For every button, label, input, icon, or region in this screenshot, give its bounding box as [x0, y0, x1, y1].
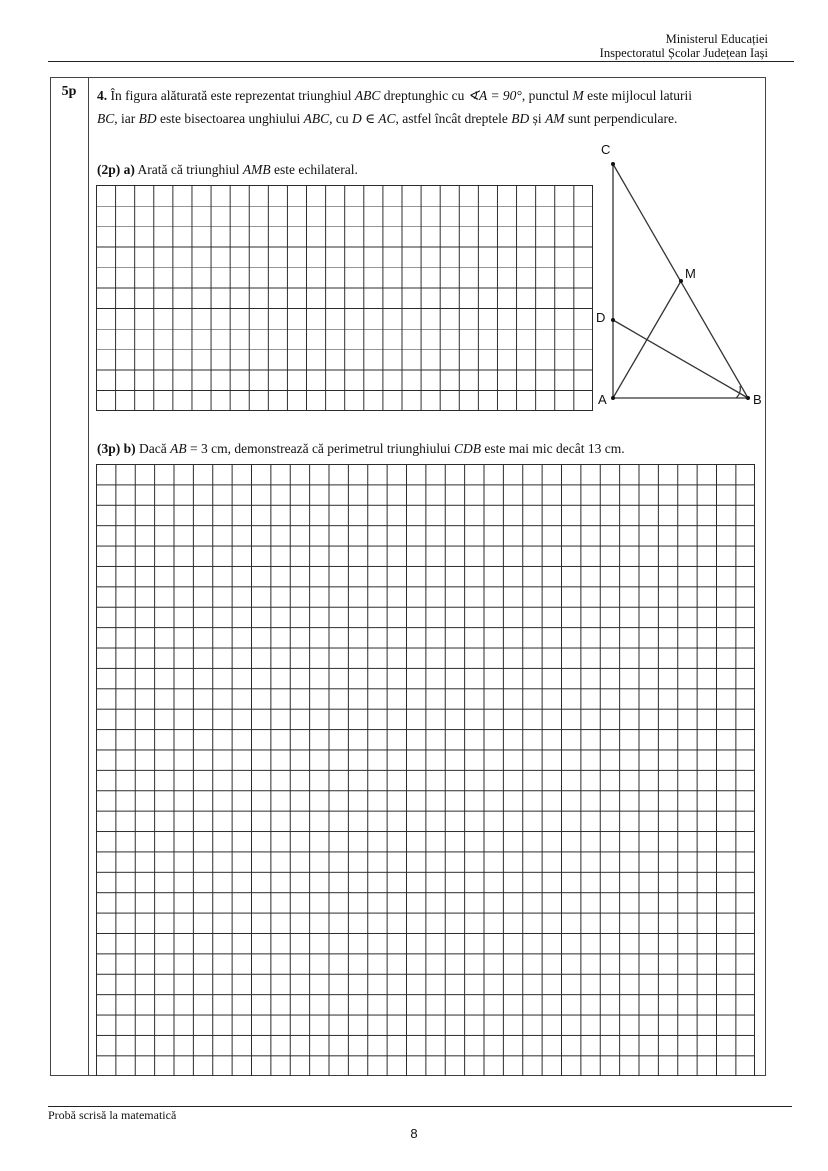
answer-grid-part-b[interactable]: [96, 464, 755, 1076]
stmt-text: dreptunghic cu: [380, 88, 468, 103]
stmt-math: AM: [545, 111, 565, 126]
stmt-math: BD: [511, 111, 530, 126]
page-number: 8: [410, 1126, 418, 1141]
points-column-divider: [88, 77, 89, 1076]
part-b-text: este mai mic decât 13 cm.: [481, 441, 625, 456]
point-a: [611, 396, 615, 400]
part-a-points: (2p) a): [97, 162, 135, 177]
stmt-text: , astfel încât dreptele: [395, 111, 512, 126]
label-c: C: [601, 142, 611, 157]
stmt-math: ABC: [354, 88, 381, 103]
part-b-math: CDB: [454, 441, 482, 456]
point-d: [611, 318, 615, 322]
problem-number: 4.: [97, 88, 108, 103]
header-rule: [48, 61, 794, 62]
header-ministry: Ministerul Educației: [665, 32, 768, 46]
stmt-text: este bisectoarea unghiului: [156, 111, 304, 126]
stmt-text: sunt perpendiculare.: [564, 111, 678, 126]
part-a-text: este echilateral.: [270, 162, 358, 177]
stmt-math: BC: [97, 111, 115, 126]
part-a-prompt: [97, 162, 358, 178]
part-b-points: (3p) b): [97, 441, 136, 456]
stmt-math: BD: [138, 111, 157, 126]
part-b-prompt: [97, 441, 625, 457]
stmt-math: ABC,: [303, 111, 333, 126]
stmt-math: ∢A = 90°: [467, 88, 522, 103]
stmt-text: și: [529, 111, 546, 126]
stmt-text: cu: [332, 111, 352, 126]
stmt-text: , punctul: [521, 88, 573, 103]
point-c: [611, 162, 615, 166]
problem-points: 5p: [61, 84, 77, 99]
label-m: M: [685, 266, 696, 281]
stmt-text: În figura alăturată este reprezentat triunghiul: [107, 88, 355, 103]
label-b: B: [753, 392, 762, 407]
bisector-bd: [613, 320, 748, 398]
stmt-text: , iar: [114, 111, 139, 126]
part-b-text: Dacă: [135, 441, 171, 456]
answer-grid-part-a[interactable]: [96, 185, 593, 411]
stmt-text: este mijlocul laturii: [583, 88, 693, 103]
label-a: A: [598, 392, 607, 407]
part-a-math: AMB: [242, 162, 271, 177]
footer-subject: Probă scrisă la matematică: [48, 1108, 177, 1122]
footer-rule: [48, 1106, 792, 1107]
point-b: [746, 396, 750, 400]
point-m: [679, 279, 683, 283]
header-inspectorate: Inspectoratul Școlar Județean Iași: [599, 46, 768, 60]
part-b-math: AB: [170, 441, 187, 456]
stmt-math: D ∈ AC: [351, 111, 396, 126]
triangle-figure: [590, 136, 770, 416]
label-d: D: [596, 310, 606, 325]
part-b-text: = 3 cm, demonstrează că perimetrul triunghiului: [186, 441, 455, 456]
part-a-text: Arată că triunghiul: [134, 162, 243, 177]
problem-statement: [97, 84, 761, 130]
stmt-math: M: [572, 88, 584, 103]
